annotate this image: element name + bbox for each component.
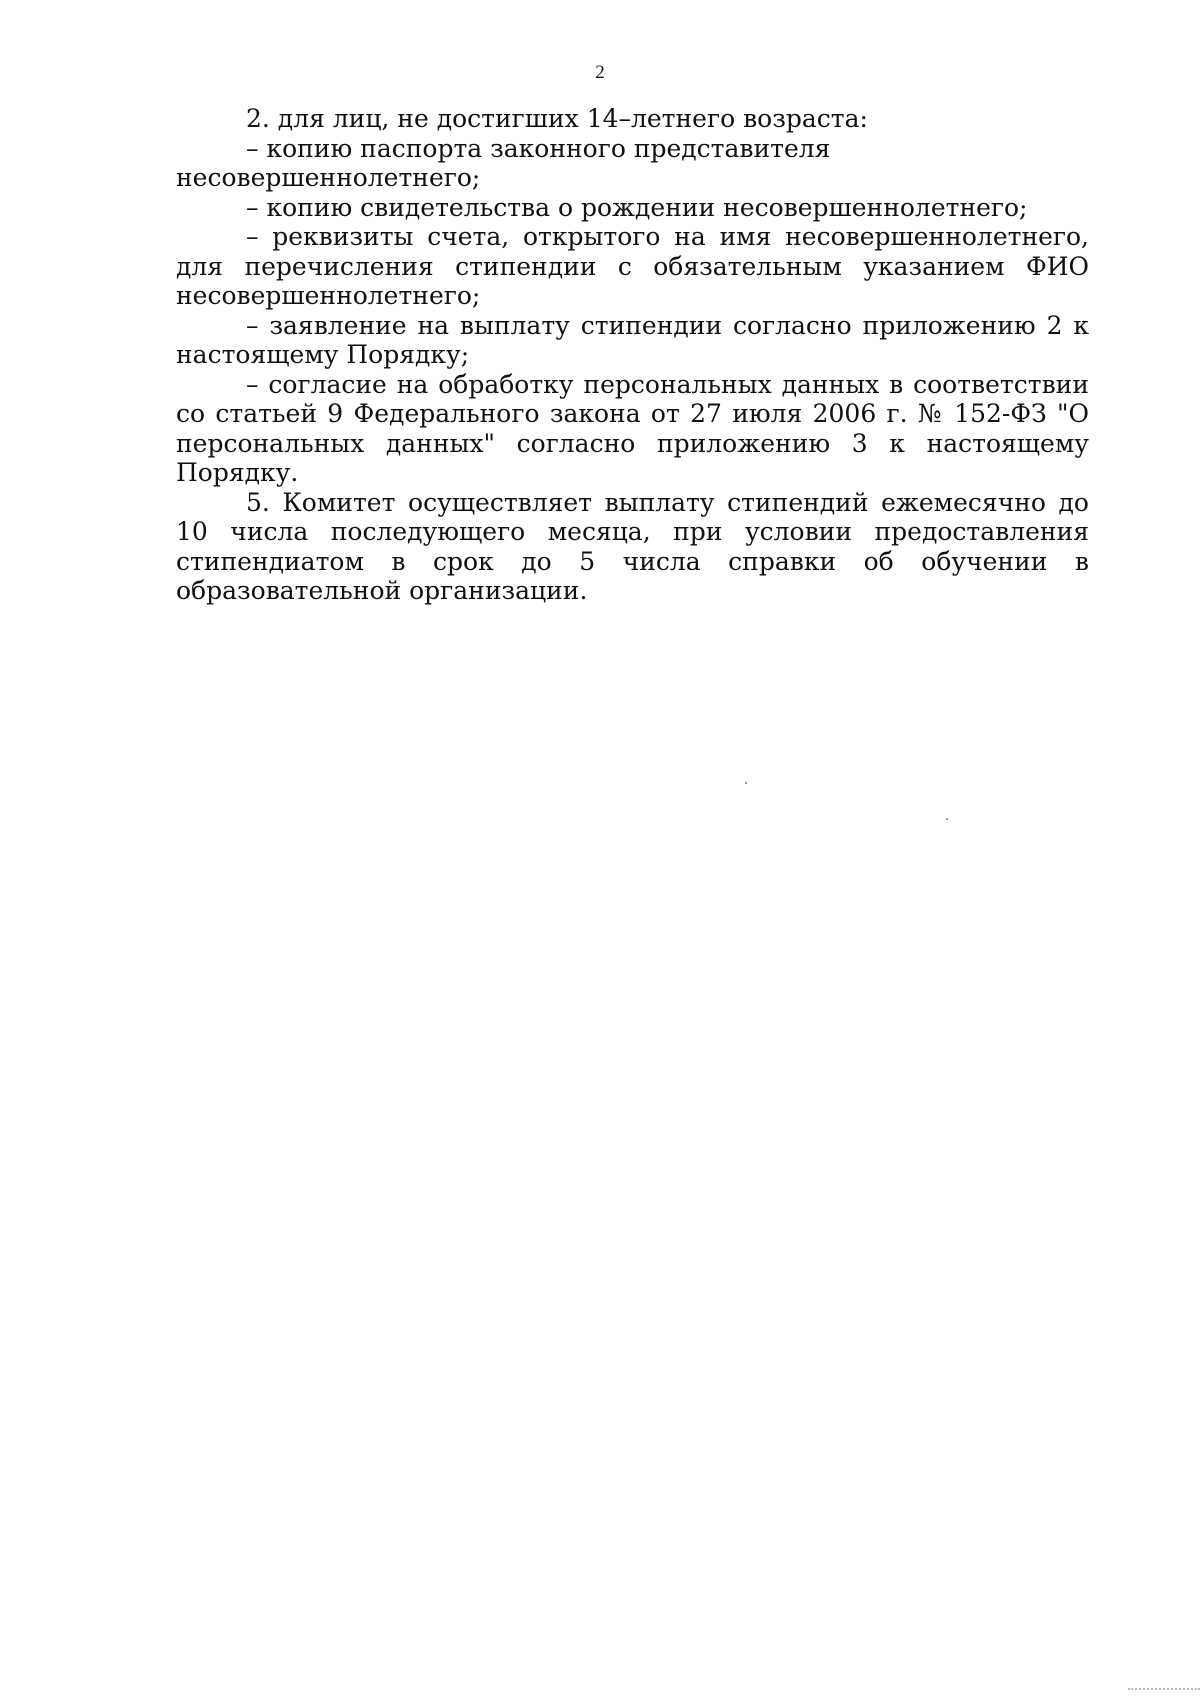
document-body	[176, 104, 1089, 606]
paragraph-application: – заявление на выплату стипендии согласно приложению 2 к настоящему Порядку;	[176, 310, 1089, 369]
page-number: 2	[595, 62, 605, 83]
paragraph-minors-heading: 2. для лиц, не достигших 14–летнего возраста:	[246, 104, 868, 133]
paragraph-passport-copy: – копию паспорта законного представителя несовершеннолетнего;	[176, 133, 831, 192]
scan-speck	[946, 818, 948, 820]
paragraph-payment-terms: 5. Комитет осуществляет выплату стипендий ежемесячно до 10 числа последующего месяца, при условии предоставления стипендиатом в срок до 5 числа справки об обучении в образовательной организации.	[176, 487, 1089, 605]
paragraph-data-consent: – согласие на обработку персональных данных в соответствии со статьей 9 Федерального закона от 27 июля 2006 г. № 152-ФЗ "О персональных данных" согласно приложению 3 к настоящему Порядку.	[176, 369, 1089, 487]
paragraph-account-details: – реквизиты счета, открытого на имя несовершеннолетнего, для перечисления стипендии с обязательным указанием ФИО несовершеннолетнего;	[176, 222, 1089, 310]
scan-edge-artifact	[1128, 1688, 1200, 1692]
scan-speck	[745, 782, 747, 784]
paragraph-birth-certificate: – копию свидетельства о рождении несовершеннолетнего;	[246, 192, 1028, 222]
